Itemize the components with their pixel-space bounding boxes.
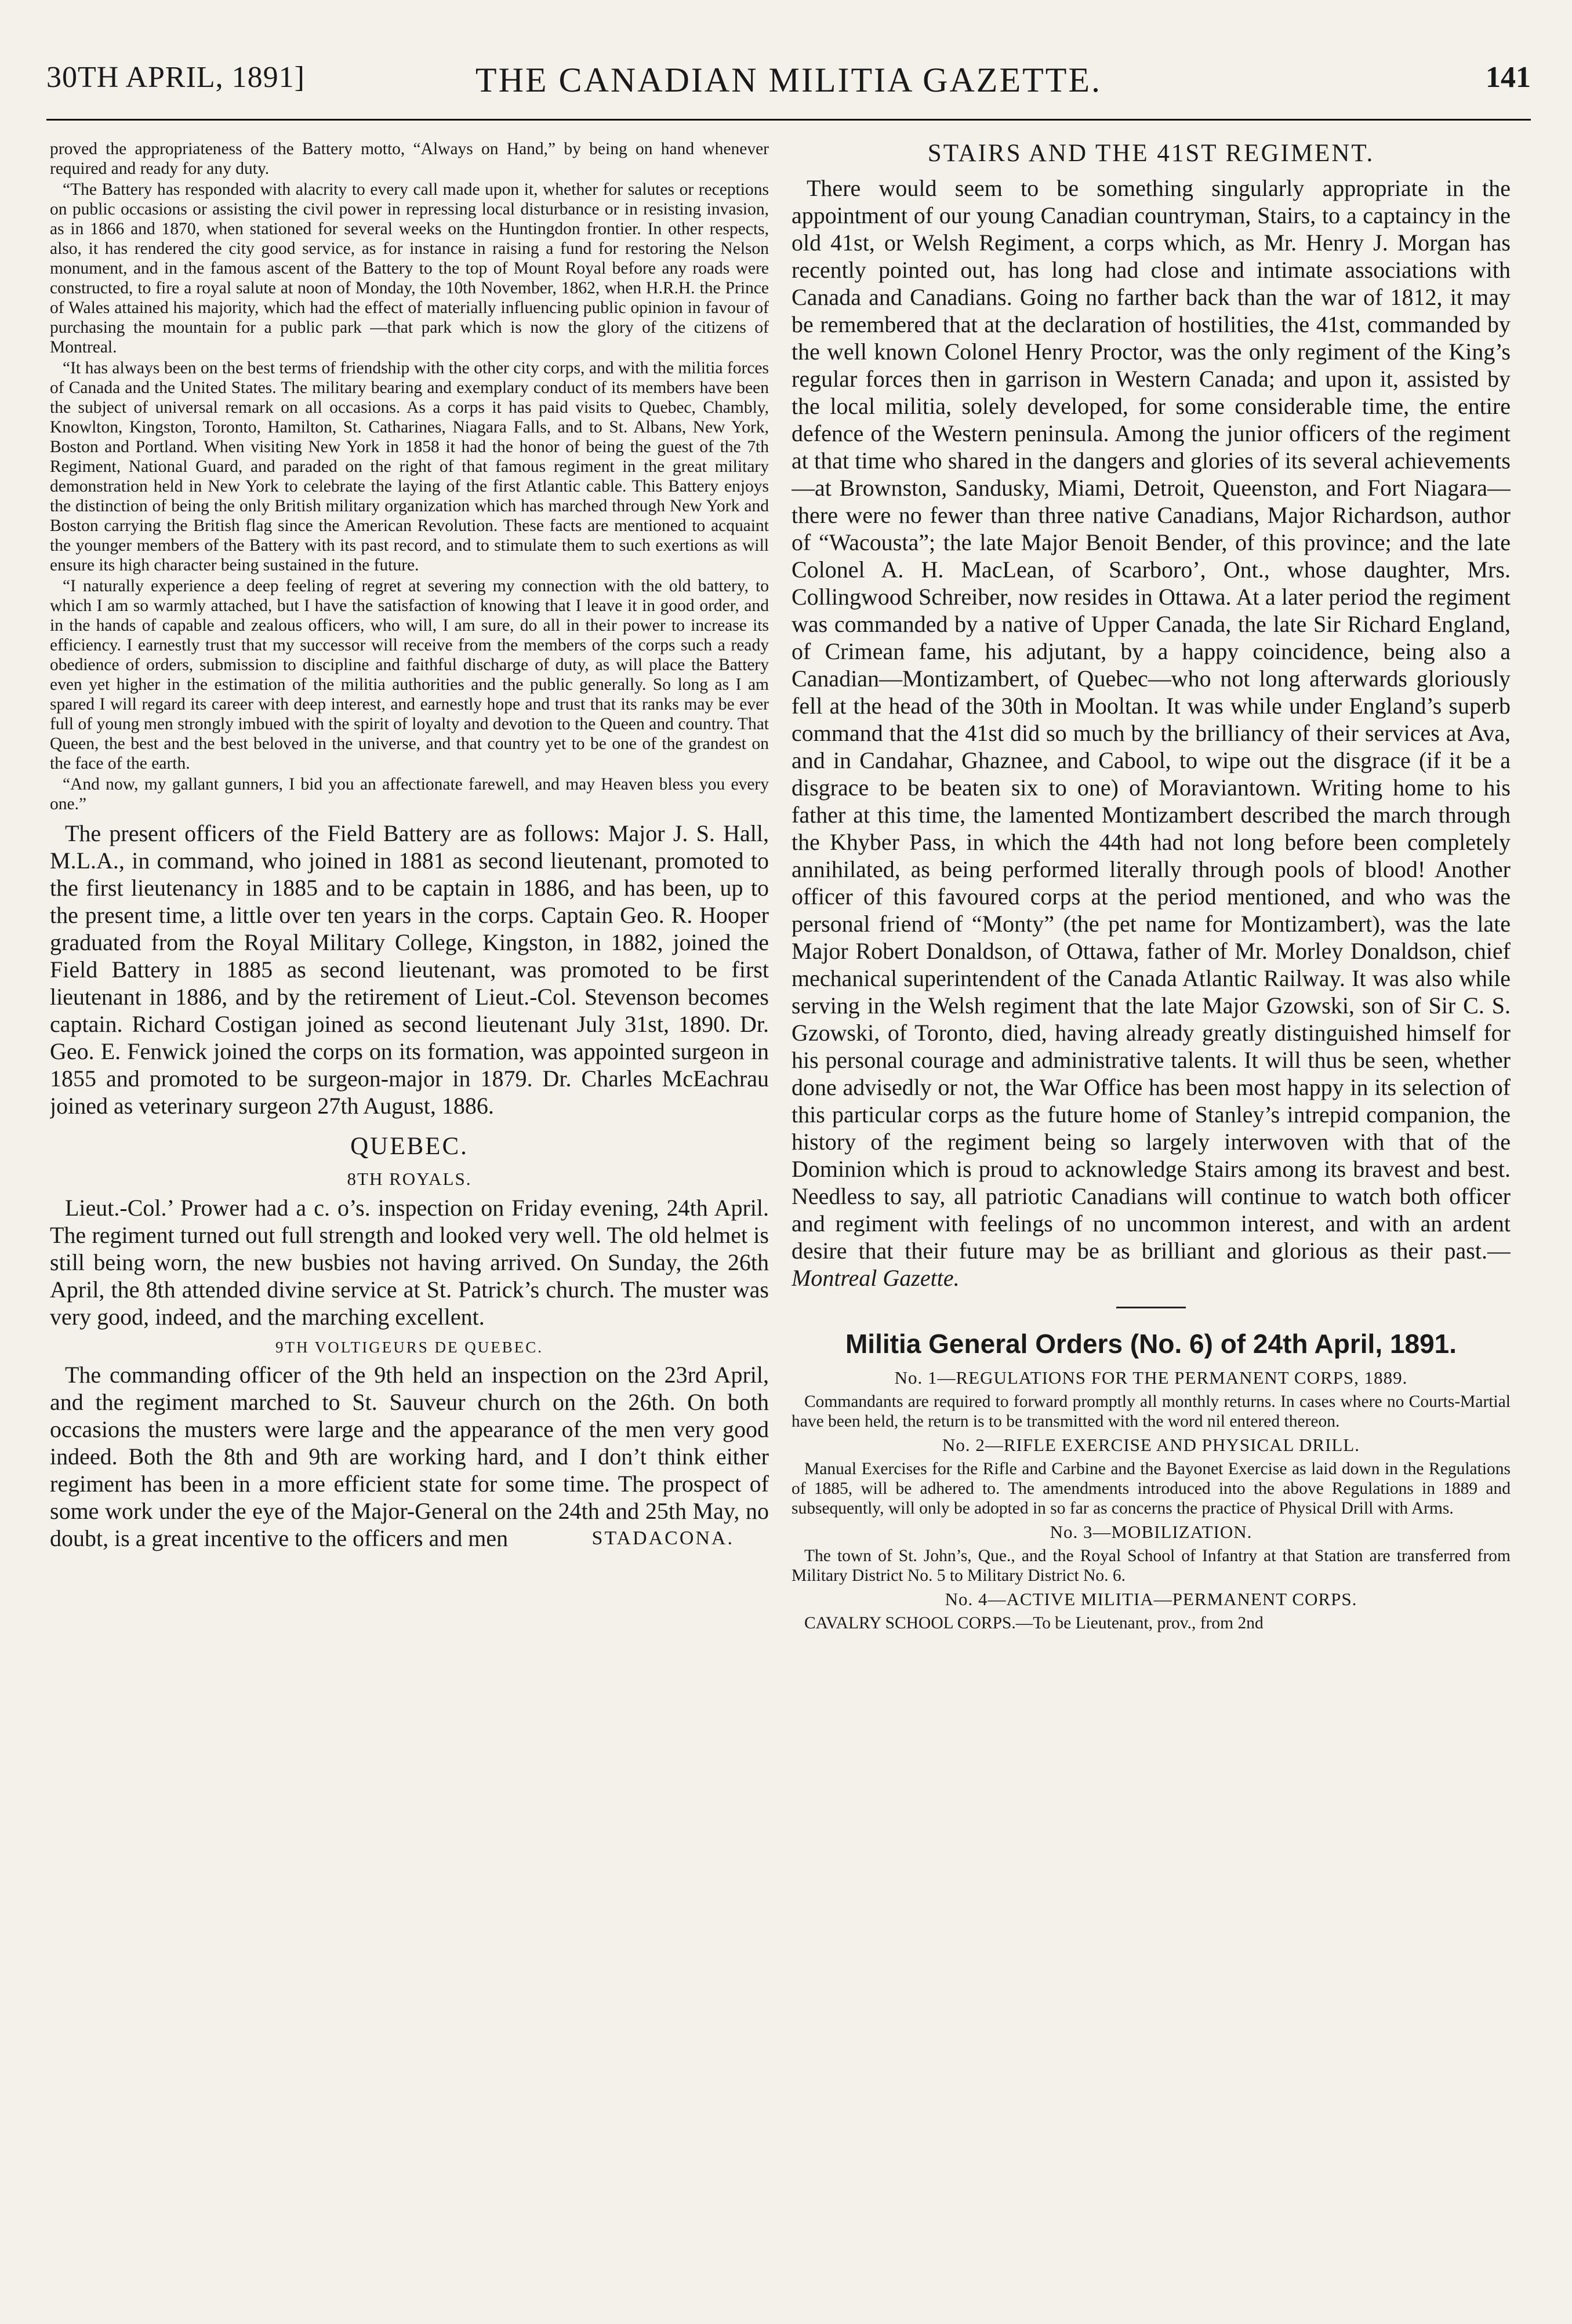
order-heading: No. 1—REGULATIONS FOR THE PERMANENT CORPS, 1889. (894, 1368, 1408, 1388)
newspaper-title: THE CANADIAN MILITIA GAZETTE. (475, 61, 1102, 99)
order-text: The town of St. John’s, Que., and the Royal School of Infantry at that Station are transferred from Military District No. 5 to Military District No. 6. (792, 1547, 1511, 1585)
signature: STADACONA. (591, 1527, 734, 1549)
order-heading: No. 4—ACTIVE MILITIA—PERMANENT CORPS. (945, 1589, 1357, 1609)
order-heading: No. 3—MOBILIZATION. (1050, 1522, 1252, 1542)
quebec-heading: QUEBEC. (350, 1133, 469, 1160)
letter-paragraph: “It has always been on the best terms of friendship with the other city corps, and with the militia forces of Canada and the United States. The military bearing and exemplary conduct of its members have been the subject of universal remark on all occasions. As a corps it has paid visits to Quebec, Chambly, Knowlton, Kingston, Toronto, Hamilton, St. Catharines, Niagara Falls, and to St. Albans, New York, Boston and Portland. When visiting New York in 1858 it had the honor of being the guest of the 7th Regiment, National Guard, and paraded on the right of that famous regiment in the great military demonstration held in New York to celebrate the laying of the first Atlantic cable. This Battery enjoys the distinction of being the only British military organization which has marched through New York and Boston carrying the British flag since the American Revolution. These facts are mentioned to acquaint the younger members of the Battery with its past record, and to stimulate them to such exertions as will ensure its high character being sustained in the future. (50, 359, 769, 574)
issue-date: 30TH APRIL, 1891] (46, 61, 305, 94)
stairs-source: Montreal Gazette. (792, 1265, 960, 1291)
page-number: 141 (1486, 61, 1531, 94)
letter-paragraph: “I naturally experience a deep feeling of regret at severing my connection with the old battery, to which I am so warmly attached, but I have the satisfaction of knowing that I leave it in good order, and in the hands of capable and zealous officers, who will, I am sure, do all in their power to increase its efficiency. I earnestly trust that my successor will receive from the members of the corps such a ready obedience of orders, submission to discipline and faithful discharge of duty, as will place the Battery even yet higher in the estimation of the militia authorities and the public generally. So long as I am spared I will regard its career with deep interest, and earnestly hope and trust that its ranks may be ever full of young men strongly imbued with the spirit of loyalty and devotion to the Queen and country. That Queen, the best and the best beloved in the universe, and that country yet to be one of the grandest on the face of the earth. (50, 577, 769, 773)
order-text: Commandants are required to forward promptly all monthly returns. In cases where no Courts-Martial have been held, the return is to be transmitted with the word nil entered thereon. (792, 1392, 1511, 1431)
letter-paragraph: proved the appropriateness of the Battery motto, “Always on Hand,” by being on hand whenever required and ready for any duty. (50, 140, 769, 178)
order-heading: No. 2—RIFLE EXERCISE AND PHYSICAL DRILL. (942, 1435, 1360, 1455)
officers-paragraph: The present officers of the Field Battery are as follows: Major J. S. Hall, M.L.A., in command, who joined in 1881 as second lieutenant, promoted to the first lieutenancy in 1885 and to be captain in 1886, and has been, up to the present time, a little over ten years in the corps. Captain Geo. R. Hooper graduated from the Royal Military College, Kingston, in 1882, joined the Field Battery in 1885 as second lieutenant, was promoted to be first lieutenant in 1886, and by the retirement of Lieut.-Col. Stevenson becomes captain. Richard Costigan joined as second lieutenant July 31st, 1890. Dr. Geo. E. Fenwick joined the corps on its formation, was appointed surgeon in 1855 and promoted to be surgeon-major in 1879. Dr. Charles McEachrau joined as veterinary surgeon 27th August, 1886. (50, 820, 769, 1119)
header-rule (46, 119, 1531, 121)
voltigeurs-heading: 9TH VOLTIGEURS DE QUEBEC. (275, 1339, 543, 1356)
letter-paragraph: “The Battery has responded with alacrity to every call made upon it, whether for salutes or receptions on public occasions or assisting the civil power in repressing local disturbance or in resisting invasion, as in 1866 and 1870, when stationed for several weeks on the Huntingdon frontier. In other respects, also, it has rendered the city good service, as for instance in raising a fund for restoring the Nelson monument, and in the famous ascent of the Battery to the top of Mount Royal before any roads were constructed, to fire a royal salute at noon of Monday, the 10th November, 1862, when H.R.H. the Prince of Wales attained his majority, which had the effect of materially influencing public opinion in favour of purchasing the mountain for a public park —that park which is now the glory of the citizens of Montreal. (50, 180, 769, 357)
section-divider (1116, 1307, 1186, 1308)
orders-title: Militia General Orders (No. 6) of 24th April, 1891. (845, 1329, 1457, 1359)
stairs-heading: STAIRS AND THE 41ST REGIMENT. (927, 140, 1375, 167)
royals-paragraph: Lieut.-Col.’ Prower had a c. o’s. inspection on Friday evening, 24th April. The regiment turned out full strength and looked very well. The old helmet is still being worn, the new busbies not having arrived. On Sunday, the 26th April, the 8th attended divine service at St. Patrick’s church. The muster was very good, indeed, and the marching excellent. (50, 1195, 769, 1330)
stairs-paragraph: There would seem to be something singularly appropriate in the appointment of our young Canadian countryman, Stairs, to a captaincy in the old 41st, or Welsh Regiment, a corps which, as Mr. Henry J. Morgan has recently pointed out, has long had close and intimate associations with Canada and Canadians. Going no farther back than the war of 1812, it may be remembered that at the declaration of hostilities, the 41st, commanded by the well known Colonel Henry Proctor, was the only regiment of the King’s regular forces then in garrison in Western Canada; and upon it, assisted by the local militia, solely developed, for some considerable time, the entire defence of the Western peninsula. Among the junior officers of the regiment at that time who shared in the dangers and glories of its several achievements—at Brownston, Sandusky, Miami, Detroit, Queenston, and Fort Niagara—there were no fewer than three native Canadians, Major Richardson, author of “Wacousta”; the late Major Benoit Bender, of this province; and the late Colonel A. H. MacLean, of Scarboro’, Ont., whose daughter, Mrs. Collingwood Schreiber, now resides in Ottawa. At a later period the regiment was commanded by a native of Upper Canada, the late Sir Richard England, of Crimean fame, his adjutant, by a happy coincidence, being also a Canadian—Montizambert, of Quebec—who not long afterwards gloriously fell at the head of the 30th in Mooltan. It was while under England’s superb command that the 41st did so much by the brilliancy of their services at Ava, and in Candahar, Ghaznee, and Cabool, to wipe out the disgrace (if it be a disgrace to be beaten six to one) of Moraviantown. Writing home to his father at this time, the lamented Montizambert described the march through the Khyber Pass, in which the 44th had not long before been completely annihilated, as being performed literally through pools of blood! Another officer of this favoured corps at the period mentioned, and who was the personal friend of “Monty” (the pet name for Montizambert), was the late Major Robert Donaldson, of Ottawa, father of Mr. Morley Donaldson, chief mechanical superintendent of the Canada Atlantic Railway. It was also while serving in the Welsh regiment that the late Major Gzowski, son of Sir C. S. Gzowski, of Toronto, died, having already greatly distinguished himself for his personal courage and administrative talents. It will thus be seen, whether done advisedly or not, the War Office has been most happy in its selection of this particular corps as the future home of Stanley’s intrepid companion, the history of the regiment being so largely interwoven with that of the Dominion which is proud to acknowledge Stairs among its bravest and best. Needless to say, all patriotic Canadians will continue to watch both officer and regiment with feelings of no uncommon interest, and with an ardent desire that their future may be as brilliant and glorious as their past.—Montreal Gazette. (792, 175, 1511, 1291)
right-column (792, 139, 1511, 2284)
order-text: Manual Exercises for the Rifle and Carbine and the Bayonet Exercise as laid down in the Regulations of 1885, will be adhered to. The amendments introduced into the above Regulations in 1889 and subsequently, will only be adopted in so far as concerns the practice of Physical Drill with Arms. (792, 1460, 1511, 1518)
left-column (50, 139, 769, 2284)
letter-paragraph: “And now, my gallant gunners, I bid you an affectionate farewell, and may Heaven bless you every one.” (50, 775, 769, 813)
voltigeurs-paragraph: The commanding officer of the 9th held an inspection on the 23rd April, and the regiment marched to St. Sauveur church on the 26th. On both occasions the musters were large and the appearance of the men very good indeed. Both the 8th and 9th are working hard, and I don’t think either regiment has been in a more efficient state for some time. The prospect of some work under the eye of the Major-General on the 24th and 25th May, no doubt, is a great incentive to the officers and men STADACONA. (50, 1362, 769, 1551)
page-header (46, 60, 1531, 107)
order-text: CAVALRY SCHOOL CORPS.—To be Lieutenant, prov., from 2nd (804, 1614, 1264, 1632)
royals-heading: 8TH ROYALS. (347, 1169, 472, 1189)
